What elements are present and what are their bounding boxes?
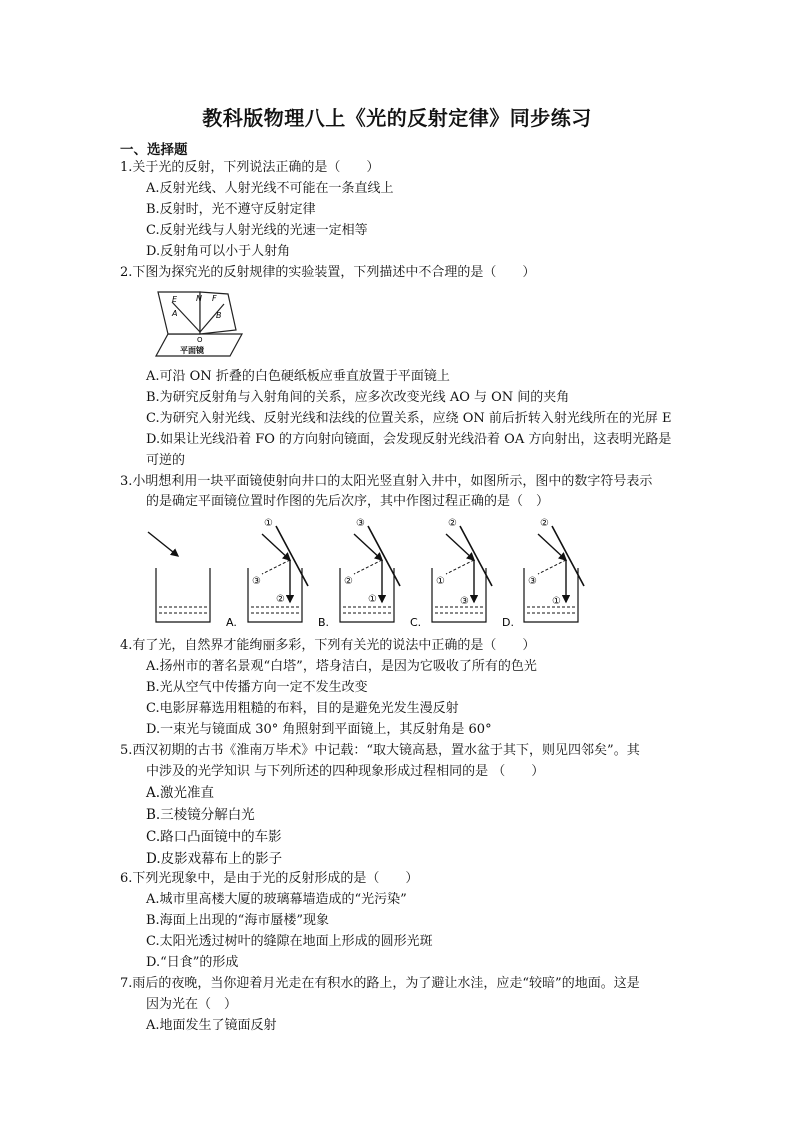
question-7-option-a: A.地面发生了镜面反射 (146, 1018, 277, 1033)
question-1-option-a: A.反射光线、人射光线不可能在一条直线上 (146, 181, 394, 196)
question-5-stem-2: 中涉及的光学知识 与下列所述的四种现象形成过程相同的是 （ ） (146, 764, 545, 779)
question-1-option-b: B.反射时，光不遵守反射定律 (146, 202, 316, 217)
label-o: O (197, 336, 203, 344)
choice-d: D. (502, 616, 514, 629)
svg-text:①: ① (436, 576, 445, 587)
label-b: B (216, 311, 222, 320)
question-5-stem-1: 5.西汉初期的古书《淮南万毕术》中记载：“取大镜高悬，置水盆于其下，则见四邻矣”。其 (120, 743, 640, 758)
svg-text:③: ③ (460, 596, 469, 607)
question-5-option-c: C.路口凸面镜中的车影 (146, 829, 282, 845)
question-6-option-b: B.海面上出现的“海市蜃楼”现象 (146, 913, 329, 928)
svg-text:①: ① (368, 594, 377, 605)
question-5-option-b: B.三棱镜分解白光 (146, 807, 255, 823)
question-2-stem: 2.下图为探究光的反射规律的实验装置，下列描述中不合理的是（ ） (120, 265, 536, 280)
figure-b (318, 518, 400, 629)
question-2-option-d-cont: 可逆的 (146, 453, 186, 468)
svg-text:③: ③ (528, 576, 537, 587)
svg-text:③: ③ (356, 518, 365, 529)
figure-d (502, 518, 584, 629)
svg-text:③: ③ (252, 576, 261, 587)
question-4-option-a: A.扬州市的著名景观“白塔”，塔身洁白，是因为它吸收了所有的色光 (146, 659, 537, 674)
question-1-option-d: D.反射角可以小于人射角 (146, 244, 291, 259)
figure-c (410, 518, 492, 629)
choice-b: B. (318, 616, 330, 629)
question-2-option-c: C.为研究入射光线、反射光线和法线的位置关系，应绕 ON 前后折转入射光线所在的光屏 E (146, 411, 672, 426)
label-e: E (172, 295, 178, 304)
section-heading: 一、选择题 (120, 142, 188, 158)
label-n: N (196, 294, 202, 303)
question-4-option-d: D.一束光与镜面成 30° 角照射到平面镜上，其反射角是 60° (146, 722, 492, 737)
question-2-option-d: D.如果让光线沿着 FO 的方向射向镜面，会发现反射光线沿着 OA 方向射出，这表明光路是 (146, 432, 672, 447)
question-6-option-a: A.城市里高楼大厦的玻璃幕墙造成的“光污染” (146, 892, 407, 907)
figure-a (226, 518, 308, 629)
question-6-option-d: D.“日食”的形成 (146, 955, 239, 970)
question-5-option-a: A.激光准直 (146, 785, 215, 801)
page-title: 教科版物理八上《光的反射定律》同步练习 (202, 106, 592, 130)
question-1-option-c: C.反射光线与人射光线的光速一定相等 (146, 223, 368, 238)
label-mirror: 平面镜 (180, 346, 204, 355)
question-4-option-b: B.光从空气中传播方向一定不发生改变 (146, 680, 368, 695)
question-2-option-b: B.为研究反射角与入射角间的关系，应多次改变光线 AO 与 ON 间的夹角 (146, 390, 570, 405)
question-3-stem-1: 3.小明想利用一块平面镜使射向井口的太阳光竖直射入井中，如图所示，图中的数字符号表示 (120, 474, 653, 489)
label-f: F (212, 294, 217, 303)
svg-text:①: ① (552, 596, 561, 607)
question-6-option-c: C.太阳光透过树叶的缝隙在地面上形成的圆形光斑 (146, 934, 433, 949)
choice-c: C. (410, 616, 422, 629)
svg-text:②: ② (448, 518, 457, 529)
well-original (148, 532, 210, 622)
label-a: A (172, 309, 178, 318)
question-2-option-a: A.可沿 ON 折叠的白色硬纸板应垂直放置于平面镜上 (146, 369, 450, 384)
choice-a: A. (226, 616, 237, 629)
question-4-option-c: C.电影屏幕选用粗糙的布料，目的是避免光发生漫反射 (146, 701, 459, 716)
question-7-stem-1: 7.雨后的夜晚，当你迎着月光走在有积水的路上，为了避让水洼，应走“较暗”的地面。这是 (120, 976, 640, 991)
question-6-stem: 6.下列光现象中，是由于光的反射形成的是（ ） (120, 871, 419, 886)
svg-text:②: ② (276, 594, 285, 605)
svg-text:②: ② (344, 576, 353, 587)
question-3-stem-2: 的是确定平面镜位置时作图的先后次序，其中作图过程正确的是（ ） (146, 494, 550, 509)
question-7-stem-2: 因为光在（ ） (146, 997, 238, 1012)
question-1-stem: 1.关于光的反射，下列说法正确的是（ ） (120, 160, 380, 175)
svg-text:②: ② (540, 518, 549, 529)
question-5-option-d: D.皮影戏幕布上的影子 (146, 851, 283, 867)
reflection-experiment-figure (150, 288, 250, 360)
question-4-stem: 4.有了光，自然界才能绚丽多彩，下列有关光的说法中正确的是（ ） (120, 638, 536, 653)
svg-text:①: ① (264, 518, 273, 529)
well-mirror-figures (140, 512, 590, 630)
